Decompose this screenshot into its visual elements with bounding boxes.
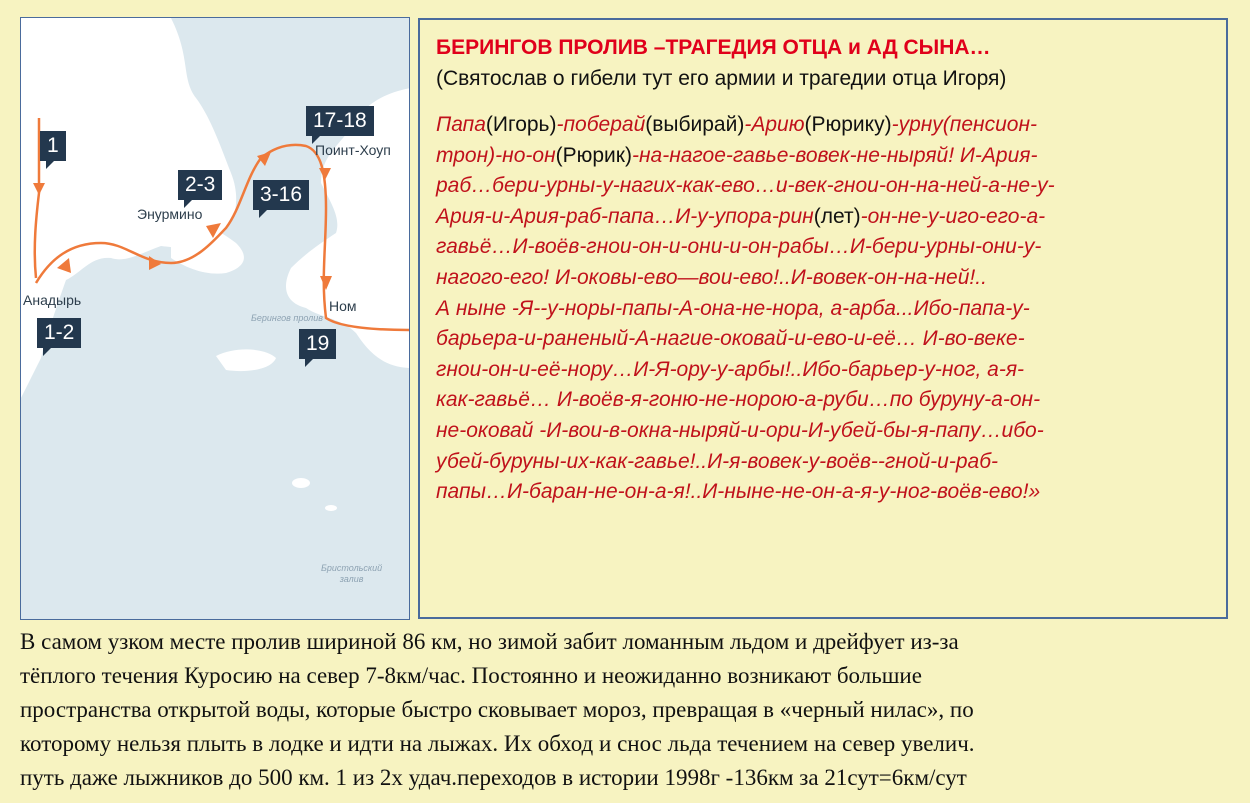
- town-enurmino: Энурмино: [137, 206, 203, 222]
- poem-fragment: нагого-его! И-оковы-ево—вои-ево!..И-вовек-он-на-ней!..: [436, 265, 987, 289]
- poem-fragment: -на-нагое-гавье-вовек-не-ныряй! И-Ария-: [631, 143, 1038, 167]
- poem-fragment: убей-буруны-их-как-гавье!..И-я-вовек-у-воёв--гной-и-раб-: [436, 449, 999, 473]
- water-label-bering-strait: Берингов пролив: [251, 313, 323, 323]
- poem-fragment: А ныне -Я--у-норы-папы-А-она-не-нора, а-арба...Ибо-папа-у-: [436, 296, 1030, 320]
- poem-fragment: папы…И-баран-не-он-а-я!..И-ныне-не-он-а-я-у-ног-воёв-ево!»: [436, 480, 1041, 504]
- map-marker-17-18: 17-18: [306, 106, 374, 136]
- poem-line: [436, 447, 1210, 478]
- poem-fragment: как-гавьё… И-воёв-я-гоню-не-норою-а-руби…по буруну-а-он-: [436, 388, 1041, 412]
- poem-text: [436, 110, 1210, 508]
- poem-line: [436, 477, 1210, 508]
- water-label-bristol: [321, 563, 382, 585]
- poem-fragment: барьера-и-раненый-А-нагие-оковай-и-ево-и-её… И-во-веке-: [436, 327, 1025, 351]
- poem-fragment: гнои-он-и-её-нору…И-Я-ору-у-арбы!..Ибо-барьер-у-ног, а-я-: [436, 357, 1025, 381]
- islet-1: [292, 478, 310, 488]
- water-label-bristol-line1: Бристольский: [321, 563, 383, 573]
- poem-fragment: -урну(пенсион-: [891, 113, 1037, 136]
- description-line: которому нельзя плыть в лодке и идти на лыжах. Их обход и снос льда течением на север увелич.: [20, 731, 975, 756]
- strait-description: [20, 625, 1230, 795]
- poem-gloss: (Рюрику): [804, 113, 892, 136]
- poem-line: [436, 416, 1210, 447]
- poem-fragment: -поберай: [556, 113, 646, 136]
- town-point-hope: Поинт-Хоуп: [315, 142, 391, 158]
- poem-line: [436, 171, 1210, 202]
- poem-fragment: Папа: [436, 113, 486, 136]
- map-marker-19: 19: [299, 329, 336, 359]
- poem-fragment: Ария-и-Ария-раб-папа…И-у-упора-рин: [436, 204, 814, 228]
- map-marker-1-2: 1-2: [37, 318, 81, 348]
- map-marker-1: 1: [40, 131, 66, 161]
- description-line: пространства открытой воды, которые быстро сковывает мороз, превращая в «черный нилас», по: [20, 697, 974, 722]
- islet-2: [325, 505, 337, 511]
- panel-subtitle: (Святослав о гибели тут его армии и трагедии отца Игоря): [436, 67, 1007, 90]
- poem-gloss: (лет): [813, 204, 861, 228]
- poem-fragment: -он-не-у-иго-его-а-: [860, 204, 1046, 228]
- map-marker-3-16: 3-16: [253, 180, 309, 210]
- poem-fragment: не-оковай -И-вои-в-окна-ныряй-и-ори-И-убей-бы-я-папу…ибо-: [436, 418, 1044, 442]
- description-line: В самом узком месте пролив шириной 86 км, но зимой забит ломанным льдом и дрейфует из-за: [20, 629, 959, 654]
- poem-line: [436, 355, 1210, 386]
- poem-line: [436, 324, 1210, 355]
- poem-line: [436, 141, 1210, 172]
- poem-fragment: раб…бери-урны-у-нагих-как-ево…и-век-гнои-он-на-ней-а-не-у-: [436, 174, 1055, 198]
- poem-fragment: гавьё…И-воёв-гнои-он-и-они-и-он-рабы…И-бери-урны-они-у-: [436, 235, 1042, 259]
- map-marker-2-3: 2-3: [178, 170, 222, 200]
- poem-gloss: (Рюрик): [555, 143, 632, 167]
- water-label-bristol-line2: залив: [339, 574, 364, 584]
- town-anadyr: Анадырь: [23, 292, 82, 308]
- route-map: [20, 17, 410, 620]
- panel-title: БЕРИНГОВ ПРОЛИВ –ТРАГЕДИЯ ОТЦА и АД СЫНА…: [436, 36, 991, 59]
- poem-line: [436, 232, 1210, 263]
- text-panel: [418, 18, 1228, 619]
- poem-gloss: (выбирай): [645, 113, 745, 136]
- poem-gloss: (Игорь): [485, 113, 557, 136]
- poem-fragment: -Арию: [744, 113, 805, 136]
- poem-line: [436, 294, 1210, 325]
- description-line: тёплого течения Куросию на север 7-8км/час. Постоянно и неожиданно возникают большие: [20, 663, 922, 688]
- poem-line: [436, 263, 1210, 294]
- poem-line: [436, 110, 1210, 141]
- description-line: путь даже лыжников до 500 км. 1 из 2х удач.переходов в истории 1998г -136км за 21сут=6км/сут: [20, 765, 967, 790]
- poem-line: [436, 202, 1210, 233]
- poem-line: [436, 385, 1210, 416]
- poem-fragment: трон)-но-он: [436, 143, 556, 167]
- town-nome: Ном: [329, 298, 357, 314]
